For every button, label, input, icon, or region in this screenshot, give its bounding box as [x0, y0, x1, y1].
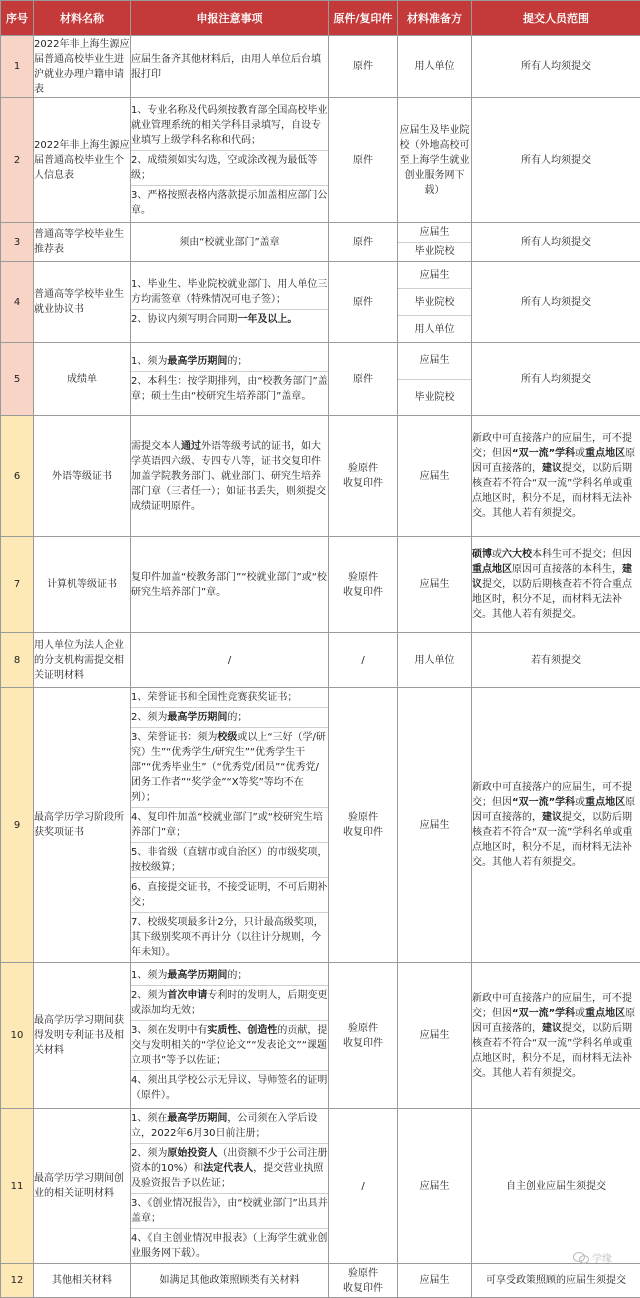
note-item: 1、荣誉证书和全国性竞赛获奖证书；: [131, 688, 328, 708]
table-row: [1, 36, 640, 98]
submit-scope: 所有人均须提交: [472, 223, 640, 262]
note-item: 1、专业名称及代码须按教育部全国高校毕业就业管理系统的相关学科目录填写，自设专业填写上级学科名称和代码；: [131, 101, 328, 151]
row-number: 3: [1, 223, 34, 262]
table-row: [1, 416, 640, 537]
note-item: 2、协议内须写明合同期一年及以上。: [131, 310, 328, 329]
watermark-text: 学缘: [592, 1250, 612, 1265]
material-name: 普通高等学校毕业生就业协议书: [34, 262, 131, 343]
material-notes: [131, 688, 329, 963]
row-number: 2: [1, 98, 34, 223]
preparer-item: 用人单位: [398, 316, 471, 342]
submit-scope: 可享受政策照顾的应届生须提交: [472, 1264, 640, 1298]
preparer: 应届生: [398, 537, 472, 633]
watermark: [573, 1250, 612, 1265]
row-number: 8: [1, 633, 34, 688]
original-or-copy: /: [329, 633, 398, 688]
preparer-item: 毕业院校: [398, 289, 471, 316]
table-row: [1, 633, 640, 688]
table-row: [1, 537, 640, 633]
material-notes: /: [131, 633, 329, 688]
material-name: 2022年非上海生源应届普通高校毕业生个人信息表: [34, 98, 131, 223]
row-number: 11: [1, 1109, 34, 1264]
note-item: 2、须为原始投资人（出资额不少于公司注册资本的10%）和法定代表人，提交营业执照及验资报告予以佐证；: [131, 1144, 328, 1194]
row-number: 6: [1, 416, 34, 537]
row-number: 10: [1, 963, 34, 1109]
row-number: 7: [1, 537, 34, 633]
original-or-copy: 验原件 收复印件: [329, 688, 398, 963]
table-row: [1, 1264, 640, 1298]
submit-scope: 若有须提交: [472, 633, 640, 688]
note-item: 6、直接提交证书，不接受证明，不可后期补交；: [131, 878, 328, 913]
row-number: 9: [1, 688, 34, 963]
original-or-copy: /: [329, 1109, 398, 1264]
note-item: 3、荣誉证书：须为校级或以上“三好（学/研究）生”“优秀学生/研究生”“优秀学生干部”“优秀毕业生”（“优秀党/团员”“优秀党/团务工作者”“奖学金”“X等奖”等均不在列）；: [131, 728, 328, 808]
submit-scope: 所有人均须提交: [472, 343, 640, 416]
material-notes: [131, 1109, 329, 1264]
row-number: 12: [1, 1264, 34, 1298]
note-item: 1、须为最高学历期间的；: [131, 352, 328, 372]
preparer-item: 应届生: [398, 343, 471, 380]
note-item: 1、须为最高学历期间的；: [131, 966, 328, 986]
preparer: [398, 262, 472, 343]
material-notes: [131, 262, 329, 343]
original-or-copy: 验原件 收复印件: [329, 963, 398, 1109]
submit-scope: 所有人均须提交: [472, 98, 640, 223]
wechat-icon: [573, 1252, 589, 1264]
row-number: 4: [1, 262, 34, 343]
note-item: 5、非省级（直辖市或自治区）的市级奖项，按校级算；: [131, 843, 328, 878]
submit-scope: 新政中可直接落户的应届生，可不提交；但因“双一流”学科或重点地区原因可直接落的，建议提交，以防后期核查若不符合“双一流”学科名单或重点地区时，积分不足，而材料无法补交。其他人若有须提交。: [472, 416, 640, 537]
preparer: 应届生及毕业院校（外地高校可至上海学生就业创业服务网下载）: [398, 98, 472, 223]
col-header-scope: 提交人员范围: [472, 1, 640, 36]
note-item: 2、本科生：按学期排列，由“校教务部门”盖章；硕士生由“校研究生培养部门”盖章。: [131, 372, 328, 406]
submit-scope: 所有人均须提交: [472, 262, 640, 343]
preparer: 应届生: [398, 963, 472, 1109]
original-or-copy: 验原件 收复印件: [329, 1264, 398, 1298]
material-name: 最高学历学习期间创业的相关证明材料: [34, 1109, 131, 1264]
col-header-original: 原件/复印件: [329, 1, 398, 36]
original-or-copy: 原件: [329, 343, 398, 416]
preparer-item: 毕业院校: [398, 243, 471, 262]
note-item: 3、须在发明中有实质性、创造性的贡献，提交与发明相关的“学位论文”“发表论文”“课题立项书”等予以佐证；: [131, 1021, 328, 1071]
row-number: 1: [1, 36, 34, 98]
material-name: 外语等级证书: [34, 416, 131, 537]
material-name: 2022年非上海生源应届普通高校毕业生进沪就业办理户籍申请表: [34, 36, 131, 98]
material-notes: 如满足其他政策照顾类有关材料: [131, 1264, 329, 1298]
material-name: 成绩单: [34, 343, 131, 416]
preparer: 应届生: [398, 1109, 472, 1264]
table-row: [1, 963, 640, 1109]
note-item: 2、须为最高学历期间的；: [131, 708, 328, 728]
header-row: [1, 1, 640, 36]
preparer-item: 应届生: [398, 262, 471, 289]
note-item: 4、《自主创业情况申报表》（上海学生就业创业服务网下载）。: [131, 1229, 328, 1263]
submit-scope: 自主创业应届生须提交: [472, 1109, 640, 1264]
submit-scope: 新政中可直接落户的应届生，可不提交；但因“双一流”学科或重点地区原因可直接落的，建议提交，以防后期核查若不符合“双一流”学科名单或重点地区时，积分不足，而材料无法补交。其他人若有须提交。: [472, 963, 640, 1109]
original-or-copy: 原件: [329, 223, 398, 262]
material-name: 计算机等级证书: [34, 537, 131, 633]
note-item: 1、须在最高学历期间，公司须在入学后设立，2022年6月30日前注册；: [131, 1109, 328, 1144]
material-notes: 需提交本人通过外语等级考试的证书，如大学英语四六级、专四专八等，证书交复印件加盖学院教务部门、就业部门、研究生培养部门章（三者任一）；如证书丢失，则须提交成绩证明原件。: [131, 416, 329, 537]
preparer: [398, 223, 472, 262]
material-notes: 应届生备齐其他材料后，由用人单位后台填报打印: [131, 36, 329, 98]
material-notes: 复印件加盖“校教务部门”“校就业部门”或“校研究生培养部门”章。: [131, 537, 329, 633]
note-item: 3、严格按照表格内落款提示加盖相应部门公章。: [131, 186, 328, 220]
material-notes: [131, 963, 329, 1109]
material-notes: 须由“校就业部门”盖章: [131, 223, 329, 262]
preparer-item: 毕业院校: [398, 380, 471, 416]
original-or-copy: 原件: [329, 262, 398, 343]
preparer-item: 应届生: [398, 223, 471, 243]
table-row: [1, 262, 640, 343]
submit-scope: 新政中可直接落户的应届生，可不提交；但因“双一流”学科或重点地区原因可直接落的，建议提交，以防后期核查若不符合“双一流”学科名单或重点地区时，积分不足，而材料无法补交。其他人若有须提交。: [472, 688, 640, 963]
preparer: 应届生: [398, 688, 472, 963]
preparer: 用人单位: [398, 633, 472, 688]
note-item: 4、复印件加盖“校就业部门”或“校研究生培养部门”章；: [131, 808, 328, 843]
material-notes: [131, 343, 329, 416]
original-or-copy: 原件: [329, 36, 398, 98]
preparer: [398, 343, 472, 416]
table-row: [1, 223, 640, 262]
note-item: 7、校级奖项最多计2分，只计最高级奖项，其下级别奖项不再计分（以往计分规则，今年未知）。: [131, 913, 328, 962]
material-name: 用人单位为法人企业的分支机构需提交相关证明材料: [34, 633, 131, 688]
note-item: 3、《创业情况报告》，由“校就业部门”出具并盖章；: [131, 1194, 328, 1229]
preparer: 用人单位: [398, 36, 472, 98]
original-or-copy: 原件: [329, 98, 398, 223]
submit-scope: 所有人均须提交: [472, 36, 640, 98]
material-name: 最高学历学习期间获得发明专利证书及相关材料: [34, 963, 131, 1109]
material-notes: [131, 98, 329, 223]
table-row: [1, 1109, 640, 1264]
preparer: 应届生: [398, 416, 472, 537]
col-header-name: 材料名称: [34, 1, 131, 36]
table-row: [1, 98, 640, 223]
material-name: 最高学历学习阶段所获奖项证书: [34, 688, 131, 963]
material-name: 普通高等学校毕业生推荐表: [34, 223, 131, 262]
table-row: [1, 343, 640, 416]
note-item: 4、须出具学校公示无异议、导师签名的证明（原件）。: [131, 1071, 328, 1105]
col-header-no: 序号: [1, 1, 34, 36]
table-row: [1, 688, 640, 963]
original-or-copy: 验原件 收复印件: [329, 537, 398, 633]
note-item: 1、毕业生、毕业院校就业部门、用人单位三方均需签章（特殊情况可电子签）；: [131, 275, 328, 310]
col-header-preparer: 材料准备方: [398, 1, 472, 36]
submit-scope: 硕博或六大校本科生可不提交；但因重点地区原因可直接落的本科生，建议提交，以防后期核查若不符合重点地区时，积分不足，而材料无法补交。其他人若有须提交。: [472, 537, 640, 633]
note-item: 2、须为首次申请专利时的发明人，后期变更或添加均无效；: [131, 986, 328, 1021]
material-name: 其他相关材料: [34, 1264, 131, 1298]
note-item: 2、成绩须如实勾选，空或涂改视为最低等级；: [131, 151, 328, 186]
col-header-notes: 申报注意事项: [131, 1, 329, 36]
preparer: 应届生: [398, 1264, 472, 1298]
row-number: 5: [1, 343, 34, 416]
original-or-copy: 验原件 收复印件: [329, 416, 398, 537]
